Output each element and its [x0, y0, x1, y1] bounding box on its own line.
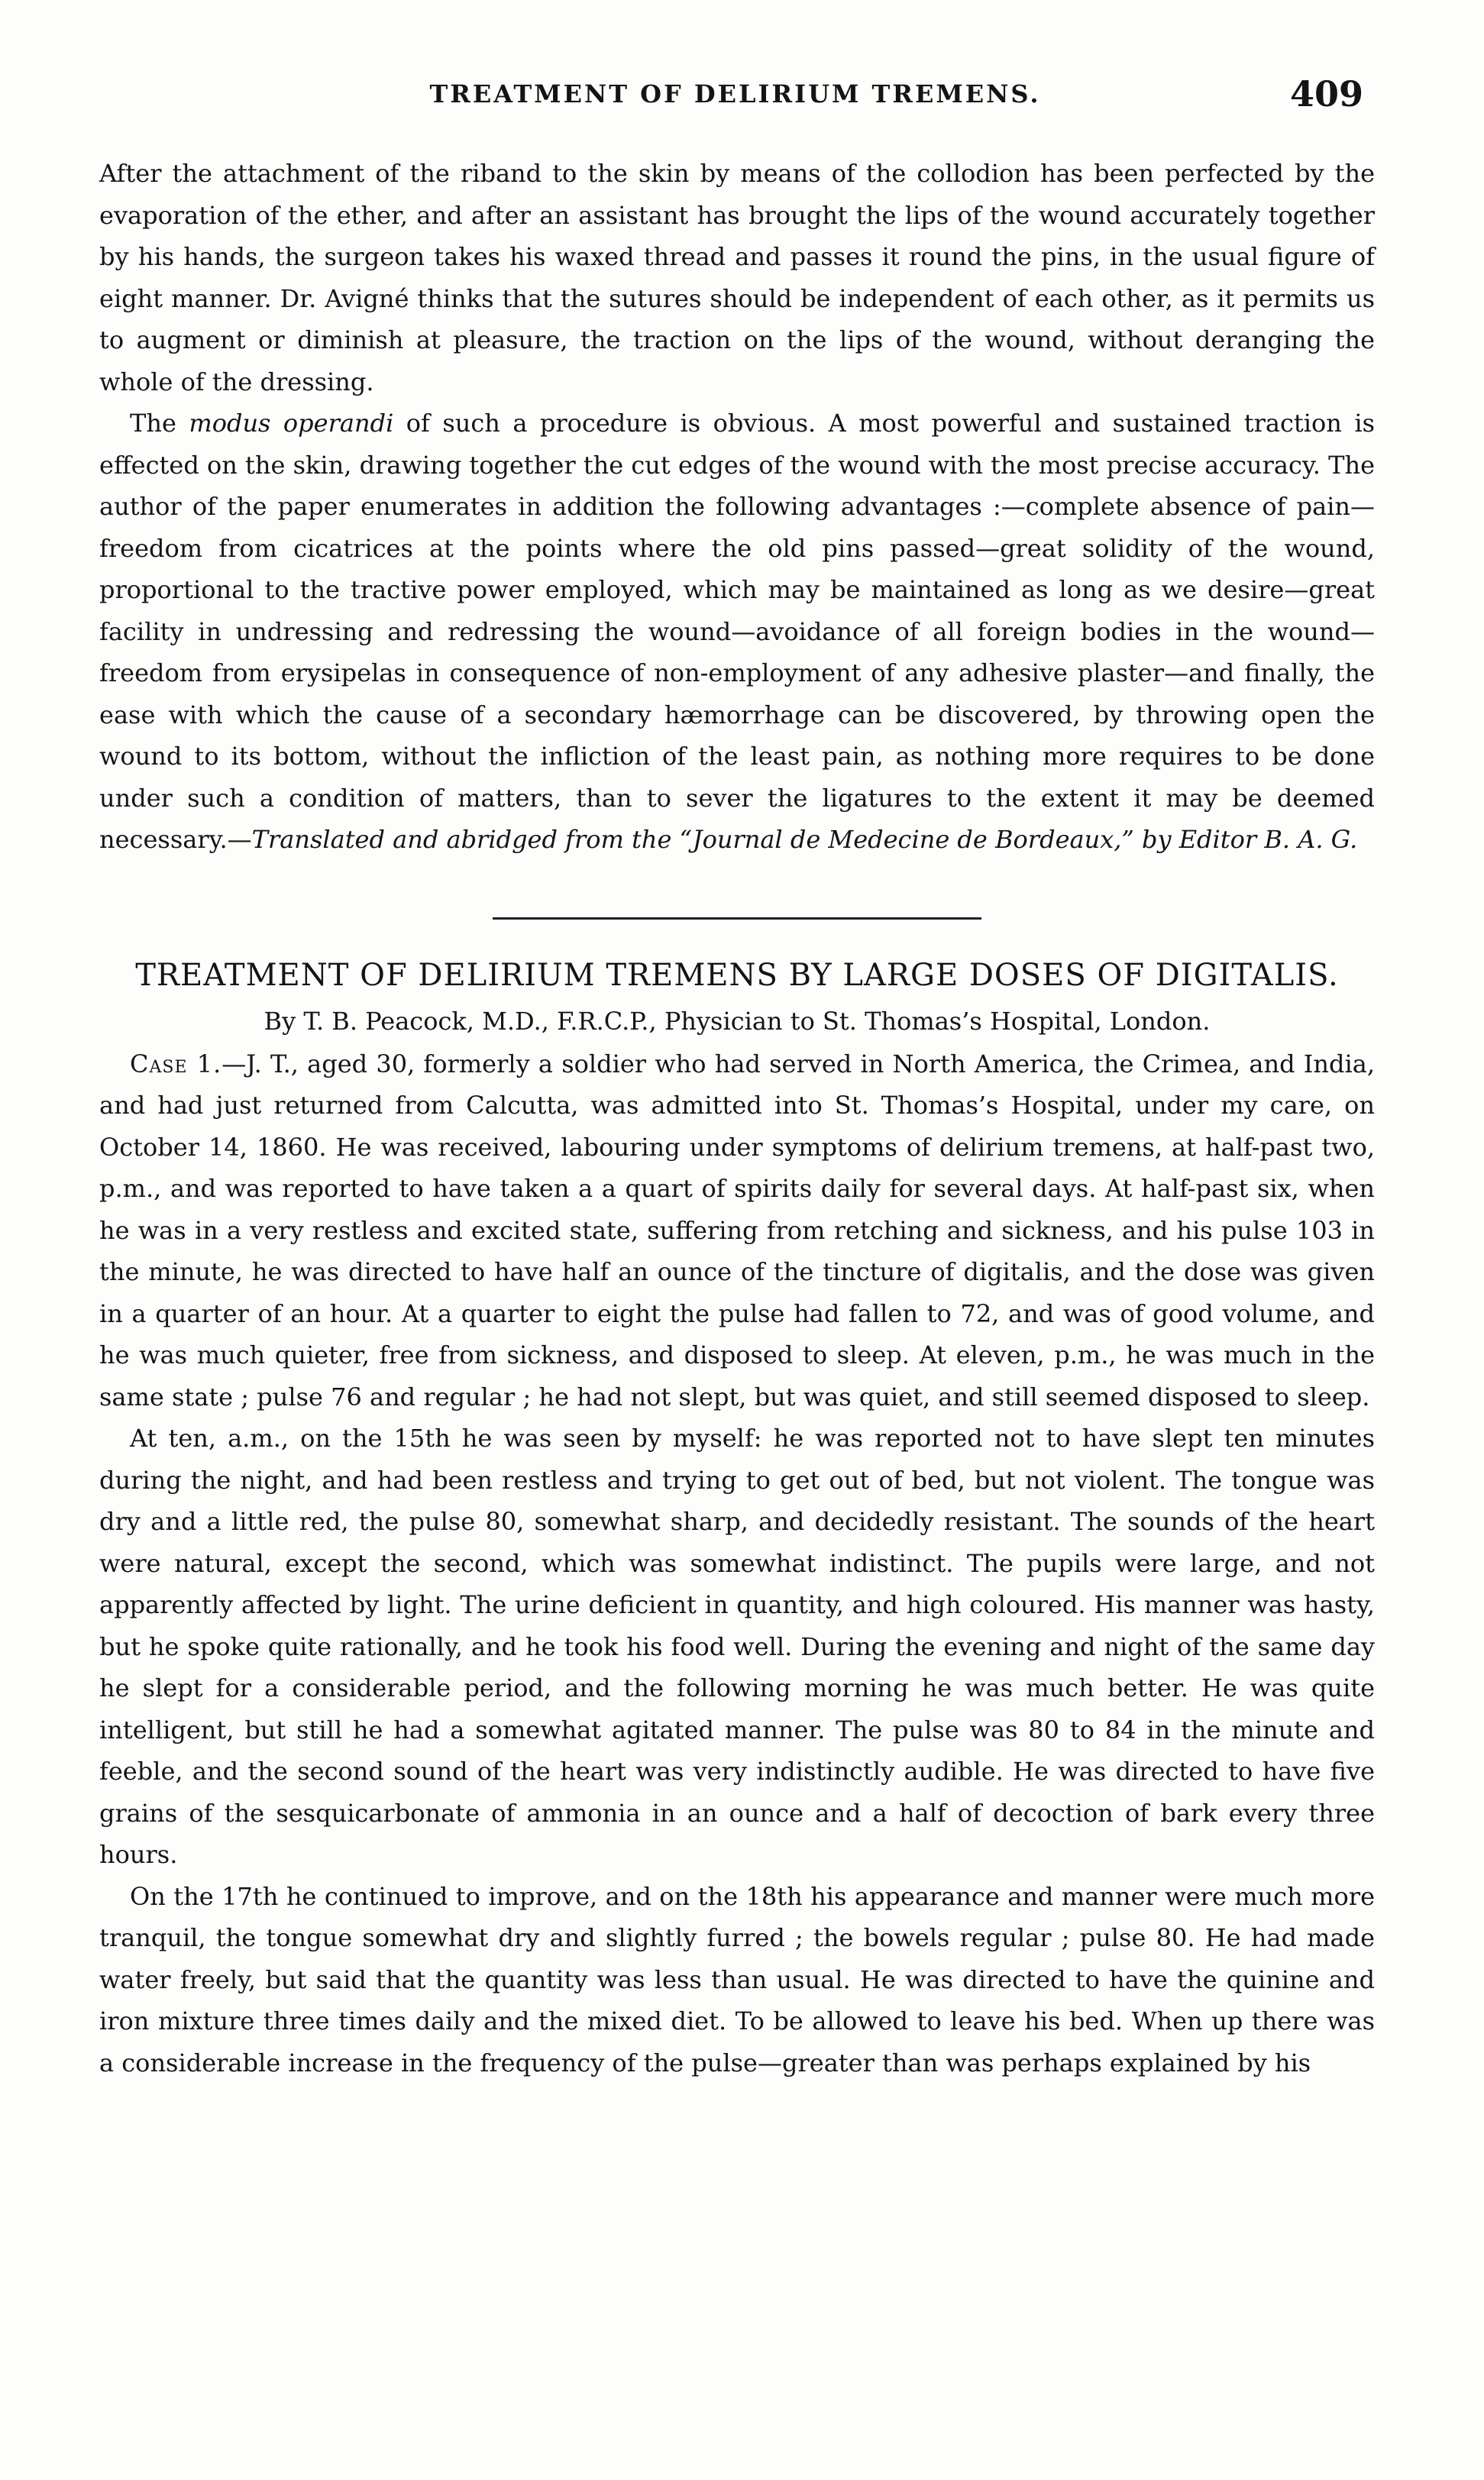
running-title: TREATMENT OF DELIRIUM TREMENS.	[429, 79, 1041, 108]
article-byline: By T. B. Peacock, M.D., F.R.C.P., Physician to St. Thomas’s Hospital, London.	[263, 1006, 1211, 1036]
article-title: TREATMENT OF DELIRIUM TREMENS BY LARGE DOSES OF DIGITALIS.	[135, 957, 1339, 993]
running-head	[99, 73, 1371, 122]
article-paragraph-2: At ten, a.m., on the 15th he was seen by myself: he was reported not to have slept ten minutes during the night, and had been restless and trying to get out of bed, but not violent. The tongue was dry and a little red, the pulse 80, somewhat sharp, and decidedly resistant. The sounds of the heart were natural, except the second, which was somewhat indistinct. The pupils were large, and not apparently affected by light. The urine deficient in quantity, and high coloured. His manner was hasty, but he spoke quite rationally, and he took his food well. During the evening and night of the same day he slept for a considerable period, and the following morning he was much better. He was quite intelligent, but still he had a somewhat agitated manner. The pulse was 80 to 84 in the minute and feeble, and the second sound of the heart was very indistinctly audible. He was directed to have five grains of the sesquicarbonate of ammonia in an ounce and a half of decoction of bark every three hours.	[99, 1424, 1375, 1869]
case-1-paragraph	[99, 1043, 1375, 1418]
previous-article-paragraph-2	[99, 403, 1375, 861]
case-1-text: —J. T., aged 30, formerly a soldier who had served in North America, the Crimea, and India, and had just returned from Calcutta, was admitted into St. Thomas’s Hospital, under my care, on October 14, 1860. He was received, labouring under symptoms of delirium tremens, at half-past two, p.m., and was reported to have taken a a quart of spirits daily for several days. At half-past six, when he was in a very restless and excited state, suffering from retching and sickness, and his pulse 103 in the minute, he was directed to have half an ounce of the tincture of digitalis, and the dose was given in a quarter of an hour. At a quarter to eight the pulse had fallen to 72, and was of good volume, and he was much quieter, free from sickness, and disposed to sleep. At eleven, p.m., he was much in the same state ; pulse 76 and regular ; he had not slept, but was quiet, and still seemed disposed to sleep.	[99, 1049, 1376, 1411]
modus-operandi-phrase: modus operandi	[189, 409, 394, 438]
article-paragraph-3: On the 17th he continued to improve, and on the 18th his appearance and manner were much more tranquil, the tongue somewhat dry and slightly furred ; the bowels regular ; pulse 80. He had made water freely, but said that the quantity was less than usual. He was directed to have the quinine and iron mixture three times daily and the mixed diet. To be allowed to leave his bed. When up there was a considerable increase in the frequency of the pulse—greater than was perhaps explained by his	[99, 1881, 1375, 2077]
case-label: Case 1.	[130, 1049, 222, 1078]
paragraph-2-lead: The	[130, 409, 189, 438]
paragraph-2-body: of such a procedure is obvious. A most powerful and sustained traction is effected on the skin, drawing together the cut edges of the wound with the most precise accuracy. The author of the paper enumerates in addition the following advantages :—complete absence of pain—freedom from cicatrices at the points where the old pins passed—great solidity of the wound, proportional to the tractive power employed, which may be maintained as long as we desire—great facility in undressing and redressing the wound—avoidance of all foreign bodies in the wound—freedom from erysipelas in consequence of non-employment of any adhesive plaster—and finally, the ease with which the cause of a secondary hæmorrhage can be discovered, by throwing open the wound to its bottom, without the infliction of the least pain, as nothing more requires to be done under such a condition of matters, than to sever the ligatures to the extent it may be deemed necessary.—	[99, 409, 1376, 854]
translation-attribution: Translated and abridged from the “Journal de Medecine de Bordeaux,” by Editor B. A. G.	[251, 825, 1358, 854]
section-divider	[493, 917, 981, 920]
previous-article-paragraph-1: After the attachment of the riband to the skin by means of the collodion has been perfected by the evaporation of the ether, and after an assistant has brought the lips of the wound accurately together by his hands, the surgeon takes his waxed thread and passes it round the pins, in the usual figure of eight manner. Dr. Avigné thinks that the sutures should be independent of each other, as it permits us to augment or diminish at pleasure, the traction on the lips of the wound, without deranging the whole of the dressing.	[99, 159, 1375, 396]
page-number: 409	[1289, 73, 1363, 115]
page-content	[99, 153, 1375, 2084]
